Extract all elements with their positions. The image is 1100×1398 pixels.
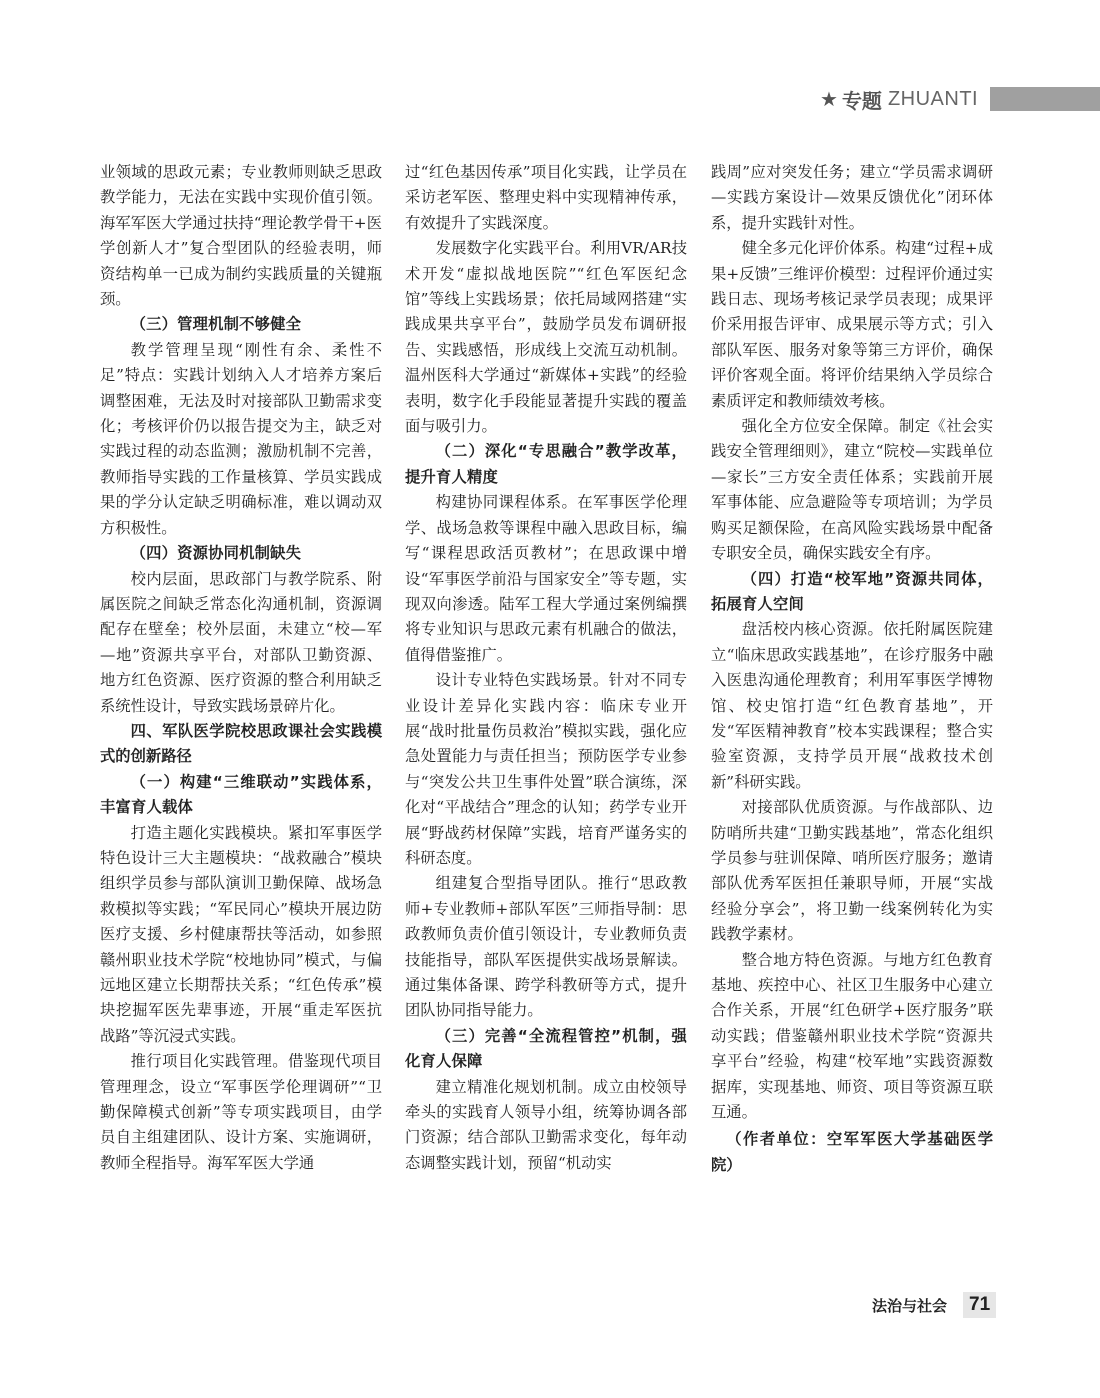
paragraph: 教学管理呈现“刚性有余、柔性不足”特点：实践计划纳入人才培养方案后调整困难，无法及时对接部队卫勤需求变化；考核评价仍以报告提交为主，缺乏对实践过程的动态监测；激励机制不完善，教师指导实践的工作量核算、学员实践成果的学分认定缺乏明确标准，难以调动双方积极性。 <box>100 340 382 537</box>
paragraph: 组建复合型指导团队。推行“思政教师+专业教师+部队军医”三师指导制：思政教师负责价值引领设计，专业教师负责技能指导，部队军医提供实战场景解读。通过集体备课、跨学科教研等方式，提升团队协同指导能力。 <box>405 874 687 1020</box>
section-title-cn: 专题 <box>841 88 882 113</box>
paragraph: 盘活校内核心资源。依托附属医院建立“临床思政实践基地”，在诊疗服务中融入医患沟通伦理教育；利用军事医学博物馆、校史馆打造“红色教育基地”，开发“军医精神教育”校本实践课程；整合实验室资源，支持学员开展“战救技术创新”科研实践。 <box>711 620 993 791</box>
paragraph: 设计专业特色实践场景。针对不同专业设计差异化实践内容：临床专业开展“战时批量伤员救治”模拟实践，强化应急处置能力与责任担当；预防医学专业参与“突发公共卫生事件处置”联合演练，深化对“平战结合”理念的认知；药学专业开展“野战药材保障”实践，培育严谨务实的科研态度。 <box>405 671 687 867</box>
subheading: （一）构建“三维联动”实践体系，丰富育人载体 <box>100 772 382 817</box>
subheading: （二）深化“专思融合”教学改革，提升育人精度 <box>405 442 687 486</box>
paragraph: 过“红色基因传承”项目化实践，让学员在采访老军医、整理史料中实现精神传承，有效提升了实践深度。 <box>405 163 687 232</box>
paragraph: 强化全方位安全保障。制定《社会实践安全管理细则》，建立“院校—实践单位—家长”三方安全责任体系；实践前开展军事体能、应急避险等专项培训；为学员购买足额保险，在高风险实践场景中配备专职安全员，确保实践安全有序。 <box>711 417 993 563</box>
paragraph: 打造主题化实践模块。紧扣军事医学特色设计三大主题模块：“战救融合”模块组织学员参与部队演训卫勤保障、战场急救模拟等实践；“军民同心”模块开展边防医疗支援、乡村健康帮扶等活动，如参照赣州职业技术学院“校地协同”模式，与偏远地区建立长期帮扶关系；“红色传承”模块挖掘军医先辈事迹，开展“重走军医抗战路”等沉浸式实践。 <box>100 823 382 1045</box>
paragraph: 业领域的思政元素；专业教师则缺乏思政教学能力，无法在实践中实现价值引领。海军军医大学通过扶持“理论教学骨干+医学创新人才”复合型团队的经验表明，师资结构单一已成为制约实践质量的关键瓶颈。 <box>100 163 382 309</box>
paragraph: 整合地方特色资源。与地方红色教育基地、疾控中心、社区卫生服务中心建立合作关系，开展“红色研学+医疗服务”联动实践；借鉴赣州职业技术学院“资源共享平台”经验，构建“校军地”实践资源数据库，实现基地、师资、项目等资源互联互通。 <box>711 950 993 1122</box>
paragraph: 建立精准化规划机制。成立由校领导牵头的实践育人领导小组，统筹协调各部门资源；结合部队卫勤需求变化，每年动态调整实践计划，预留“机动实 <box>405 1077 687 1172</box>
paragraph: 校内层面，思政部门与教学院系、附属医院之间缺乏常态化沟通机制，资源调配存在壁垒；校外层面，未建立“校—军—地”资源共享平台，对部队卫勤资源、地方红色资源、医疗资源的整合利用缺乏系统性设计，导致实践场景碎片化。 <box>100 569 382 715</box>
subheading: （四）资源协同机制缺失 <box>130 544 302 563</box>
paragraph: 构建协同课程体系。在军事医学伦理学、战场急救等课程中融入思政目标，编写“课程思政活页教材”；在思政课中增设“军事医学前沿与国家安全”等专题，实现双向渗透。陆军工程大学通过案例编撰将专业知识与思政元素有机融合的做法，值得借鉴推广。 <box>405 493 687 664</box>
header-decor-bar <box>990 87 1100 111</box>
subheading: （三）完善“全流程管控”机制，强化育人保障 <box>405 1026 687 1071</box>
paragraph: 健全多元化评价体系。构建“过程+成果+反馈”三维评价模型：过程评价通过实践日志、现场考核记录学员表现；成果评价采用报告评审、成果展示等方式；引入部队军医、服务对象等第三方评价，确保评价客观全面。将评价结果纳入学员综合素质评定和教师绩效考核。 <box>711 239 993 410</box>
section-heading: 四、军队医学院校思政课社会实践模式的创新路径 <box>100 721 382 766</box>
page-footer <box>872 1290 996 1320</box>
page-number: 71 <box>963 1292 996 1318</box>
subheading: （四）打造“校军地”资源共同体，拓展育人空间 <box>711 569 993 613</box>
paragraph: 践周”应对突发任务；建立“学员需求调研—实践方案设计—效果反馈优化”闭环体系，提升实践针对性。 <box>711 163 993 232</box>
column-3 <box>711 160 993 1178</box>
section-header <box>820 86 978 112</box>
section-title-en: ZHUANTI <box>887 87 979 110</box>
author-affiliation: （作者单位：空军军医大学基础医学院） <box>711 1130 993 1174</box>
paragraph: 推行项目化实践管理。借鉴现代项目管理理念，设立“军事医学伦理调研”“卫勤保障模式创新”等专项实践项目，由学员自主组建团队、设计方案、实施调研，教师全程指导。海军军医大学通 <box>100 1052 382 1172</box>
star-icon: ★ <box>820 87 838 111</box>
magazine-name: 法治与社会 <box>872 1296 948 1315</box>
paragraph: 发展数字化实践平台。利用VR/AR技术开发“虚拟战地医院”“红色军医纪念馆”等线上实践场景；依托局域网搭建“实践成果共享平台”，鼓励学员发布调研报告、实践感悟，形成线上交流互动机制。温州医科大学通过“新媒体+实践”的经验表明，数字化手段能显著提升实践的覆盖面与吸引力。 <box>405 239 687 436</box>
column-2 <box>405 160 687 1176</box>
subheading: （三）管理机制不够健全 <box>130 315 302 334</box>
column-1 <box>100 160 382 1176</box>
paragraph: 对接部队优质资源。与作战部队、边防哨所共建“卫勤实践基地”，常态化组织学员参与驻训保障、哨所医疗服务；邀请部队优秀军医担任兼职导师，开展“实战经验分享会”，将卫勤一线案例转化为实践教学素材。 <box>711 798 993 944</box>
